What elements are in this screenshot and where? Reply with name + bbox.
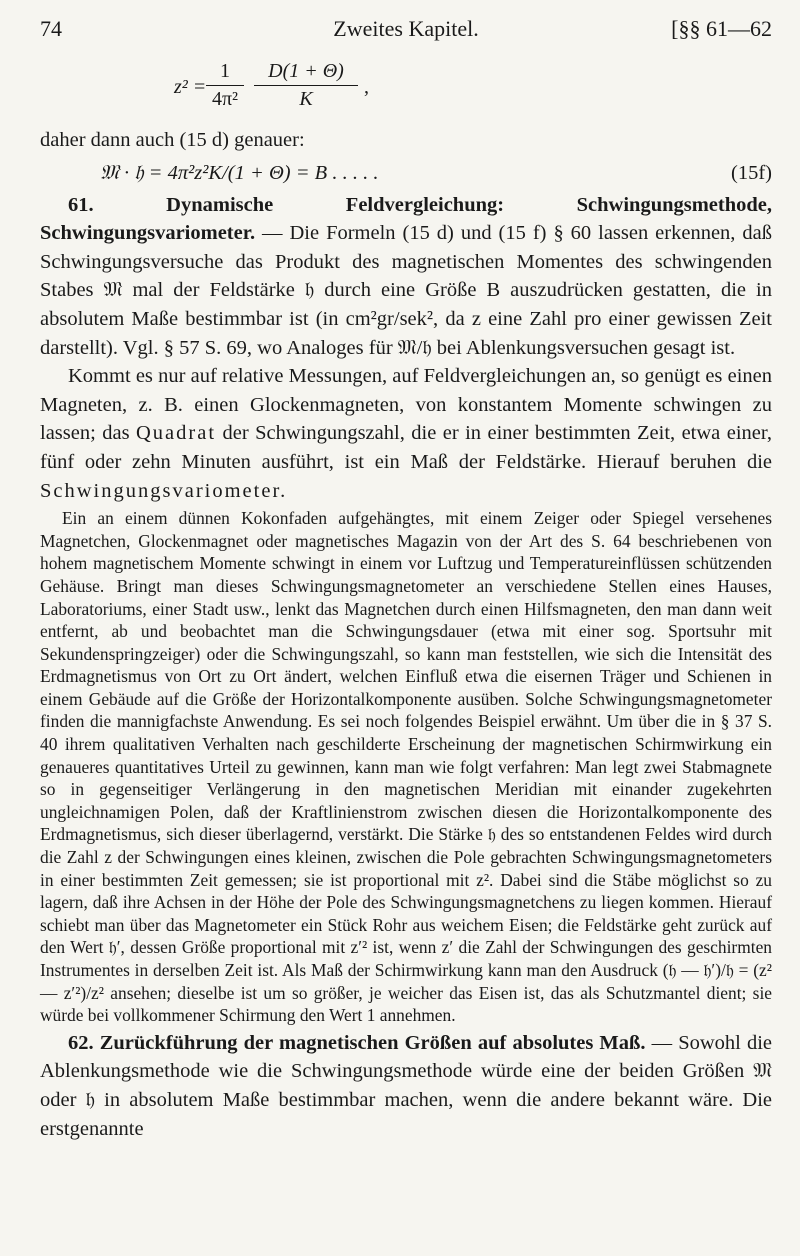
formula-15f-expression: 𝔐 · 𝔥 = 4π²z²K/(1 + Θ) = B bbox=[100, 161, 328, 184]
formula-15f bbox=[40, 155, 772, 191]
intro-line: daher dann auch (15 d) genauer: bbox=[40, 129, 305, 151]
page-number: 74 bbox=[40, 16, 62, 41]
para2-text-a: Kommt es nur auf relative Messungen, auf Feldvergleichungen an, so genügt es einen Magneten, z. B. einen Glockenmagneten, von konstantem Momente schwingen zu lassen; das bbox=[40, 365, 772, 445]
fraction-two-denominator: K bbox=[299, 88, 313, 110]
emphasis-quadrat: Quadrat bbox=[136, 422, 217, 445]
section-61-heading: 61. Dynamische Feldvergleichung: Schwingungsmethode, Schwingungsvariometer. bbox=[40, 193, 772, 245]
fraction-one-numerator: 1 bbox=[206, 60, 244, 86]
section-61-paragraph bbox=[40, 191, 772, 363]
fraction-two-numerator: D(1 + Θ) bbox=[254, 60, 358, 86]
formula-comma: , bbox=[364, 76, 369, 98]
section-range: [§§ 61—62 bbox=[671, 16, 772, 41]
page-content bbox=[40, 58, 772, 1143]
formula-z-squared bbox=[40, 58, 772, 126]
fraction-two bbox=[254, 60, 358, 111]
section-62-paragraph bbox=[40, 1029, 772, 1143]
formula-lhs: z² = bbox=[174, 76, 207, 98]
small-print-note: Ein an einem dünnen Kokonfaden aufgehängtes, mit einem Zeiger oder Spiegel versehenes Magnetchen, Glockenmagnet oder magnetisches Magazin von der Art des S. 64 beschriebenen von hohem magnetischem Momente schwingt in einem vor Luftzug und Temperatureinflüssen schützenden Gehäuse. Bringt man dieses Schwingungsmagnetometer an verschiedene Stellen eines Hauses, Laboratoriums, einer Stadt usw., lenkt das Magnetchen durch einen Hilfsmagneten, den man dann weit entfernt, ab und beobachtet man die Schwingungsdauer (etwa mit einer sog. Sportsuhr mit Sekundenspringzeiger) oder die Schwingungszahl, so kann man feststellen, wie sich die Intensität des Erdmagnetismus von Ort zu Ort ändert, welchen Einfluß etwa die eisernen Träger und Schienen in einem Gebäude auf die Größe der Horizontalkomponente ausüben. Solche Schwingungsmagnetometer finden die mannigfachste Anwendung. Es sei noch folgendes Beispiel erwähnt. Um über die in § 37 S. 40 ihrem qualitativen Verhalten nach geschilderte Erscheinung der magnetischen Schirmwirkung ein genaueres quantitatives Urteil zu gewinnen, kann man wie folgt verfahren: Man legt zwei Stabmagnete so in gegenseitiger Verlängerung in den magnetischen Meridian mit einander zugekehrten ungleichnamigen Polen, daß der Kraftlinienstrom zwischen diesen die Horizontalkomponente des Erdmagnetismus, sich dieser überlagernd, verstärkt. Die Stärke 𝔥 des so entstandenen Feldes wird durch die Zahl z der Schwingungen eines kleinen, zwischen die Pole gebrachten Schwingungsmagnetometers in einer bestimmten Zeit gemessen; sie ist proportional mit z². Dabei sind die Stäbe möglichst so zu lagern, daß ihre Achsen in der Höhe der Pole des Schwingungsmagnetchens zu liegen kommen. Hierauf schiebt man über das Magnetometer ein Stück Rohr aus weichem Eisen; die Feldstärke geht zurück auf den Wert 𝔥′, dessen Größe proportional mit z′² ist, wenn z′ die Zahl der Schwingungen des geschirmten Instrumentes in derselben Zeit ist. Als Maß der Schirmwirkung kann man den Ausdruck (𝔥 — 𝔥′)/𝔥 = (z² — z′²)/z² ansehen; dieselbe ist um so größer, je weicher das Eisen ist, das als Schutzmantel dient; sie würde bei vollkommener Schirmung den Wert 1 annehmen. bbox=[40, 508, 772, 1026]
page-header bbox=[40, 16, 772, 46]
formula-15f-dots: . . . . . bbox=[327, 161, 379, 184]
equation-tag: (15f) bbox=[731, 161, 772, 184]
para2-text-b: der Schwingungszahl, die er in einer bestimmten Zeit, etwa einer, fünf oder zehn Minuten ausführt, ist ein Maß der Feldstärke. Hierauf beruhen die bbox=[40, 422, 772, 473]
emphasis-schwingungsvariometer: Schwingungsvariometer. bbox=[40, 479, 288, 502]
section-62-body: — Sowohl die Ablenkungsmethode wie die Schwingungsmethode würde eine der beiden Größen 𝔐 oder 𝔥 in absolutem Maße bestimmbar machen, wenn die andere bekannt wäre. Die erstgenannte bbox=[40, 1031, 772, 1140]
section-62-heading: 62. Zurückführung der magnetischen Größen auf absolutes Maß. bbox=[68, 1031, 646, 1054]
fraction-one bbox=[206, 60, 244, 111]
section-61-body: — Die Formeln (15 d) und (15 f) § 60 lassen erkennen, daß Schwingungsversuche das Produkt des magnetischen Momentes des schwingenden Stabes 𝔐 mal der Feldstärke 𝔥 durch eine Größe B auszudrücken gestatten, die in absolutem Maße bestimmbar ist (in cm²gr/sek², da z eine Zahl pro einer gewissen Zeit darstellt). Vgl. § 57 S. 69, wo Analoges für 𝔐/𝔥 bei Ablenkungsversuchen gesagt ist. bbox=[40, 222, 772, 359]
fraction-one-denominator: 4π² bbox=[211, 88, 239, 110]
running-title: Zweites Kapitel. bbox=[333, 16, 479, 41]
section-61-paragraph-2 bbox=[40, 362, 772, 505]
